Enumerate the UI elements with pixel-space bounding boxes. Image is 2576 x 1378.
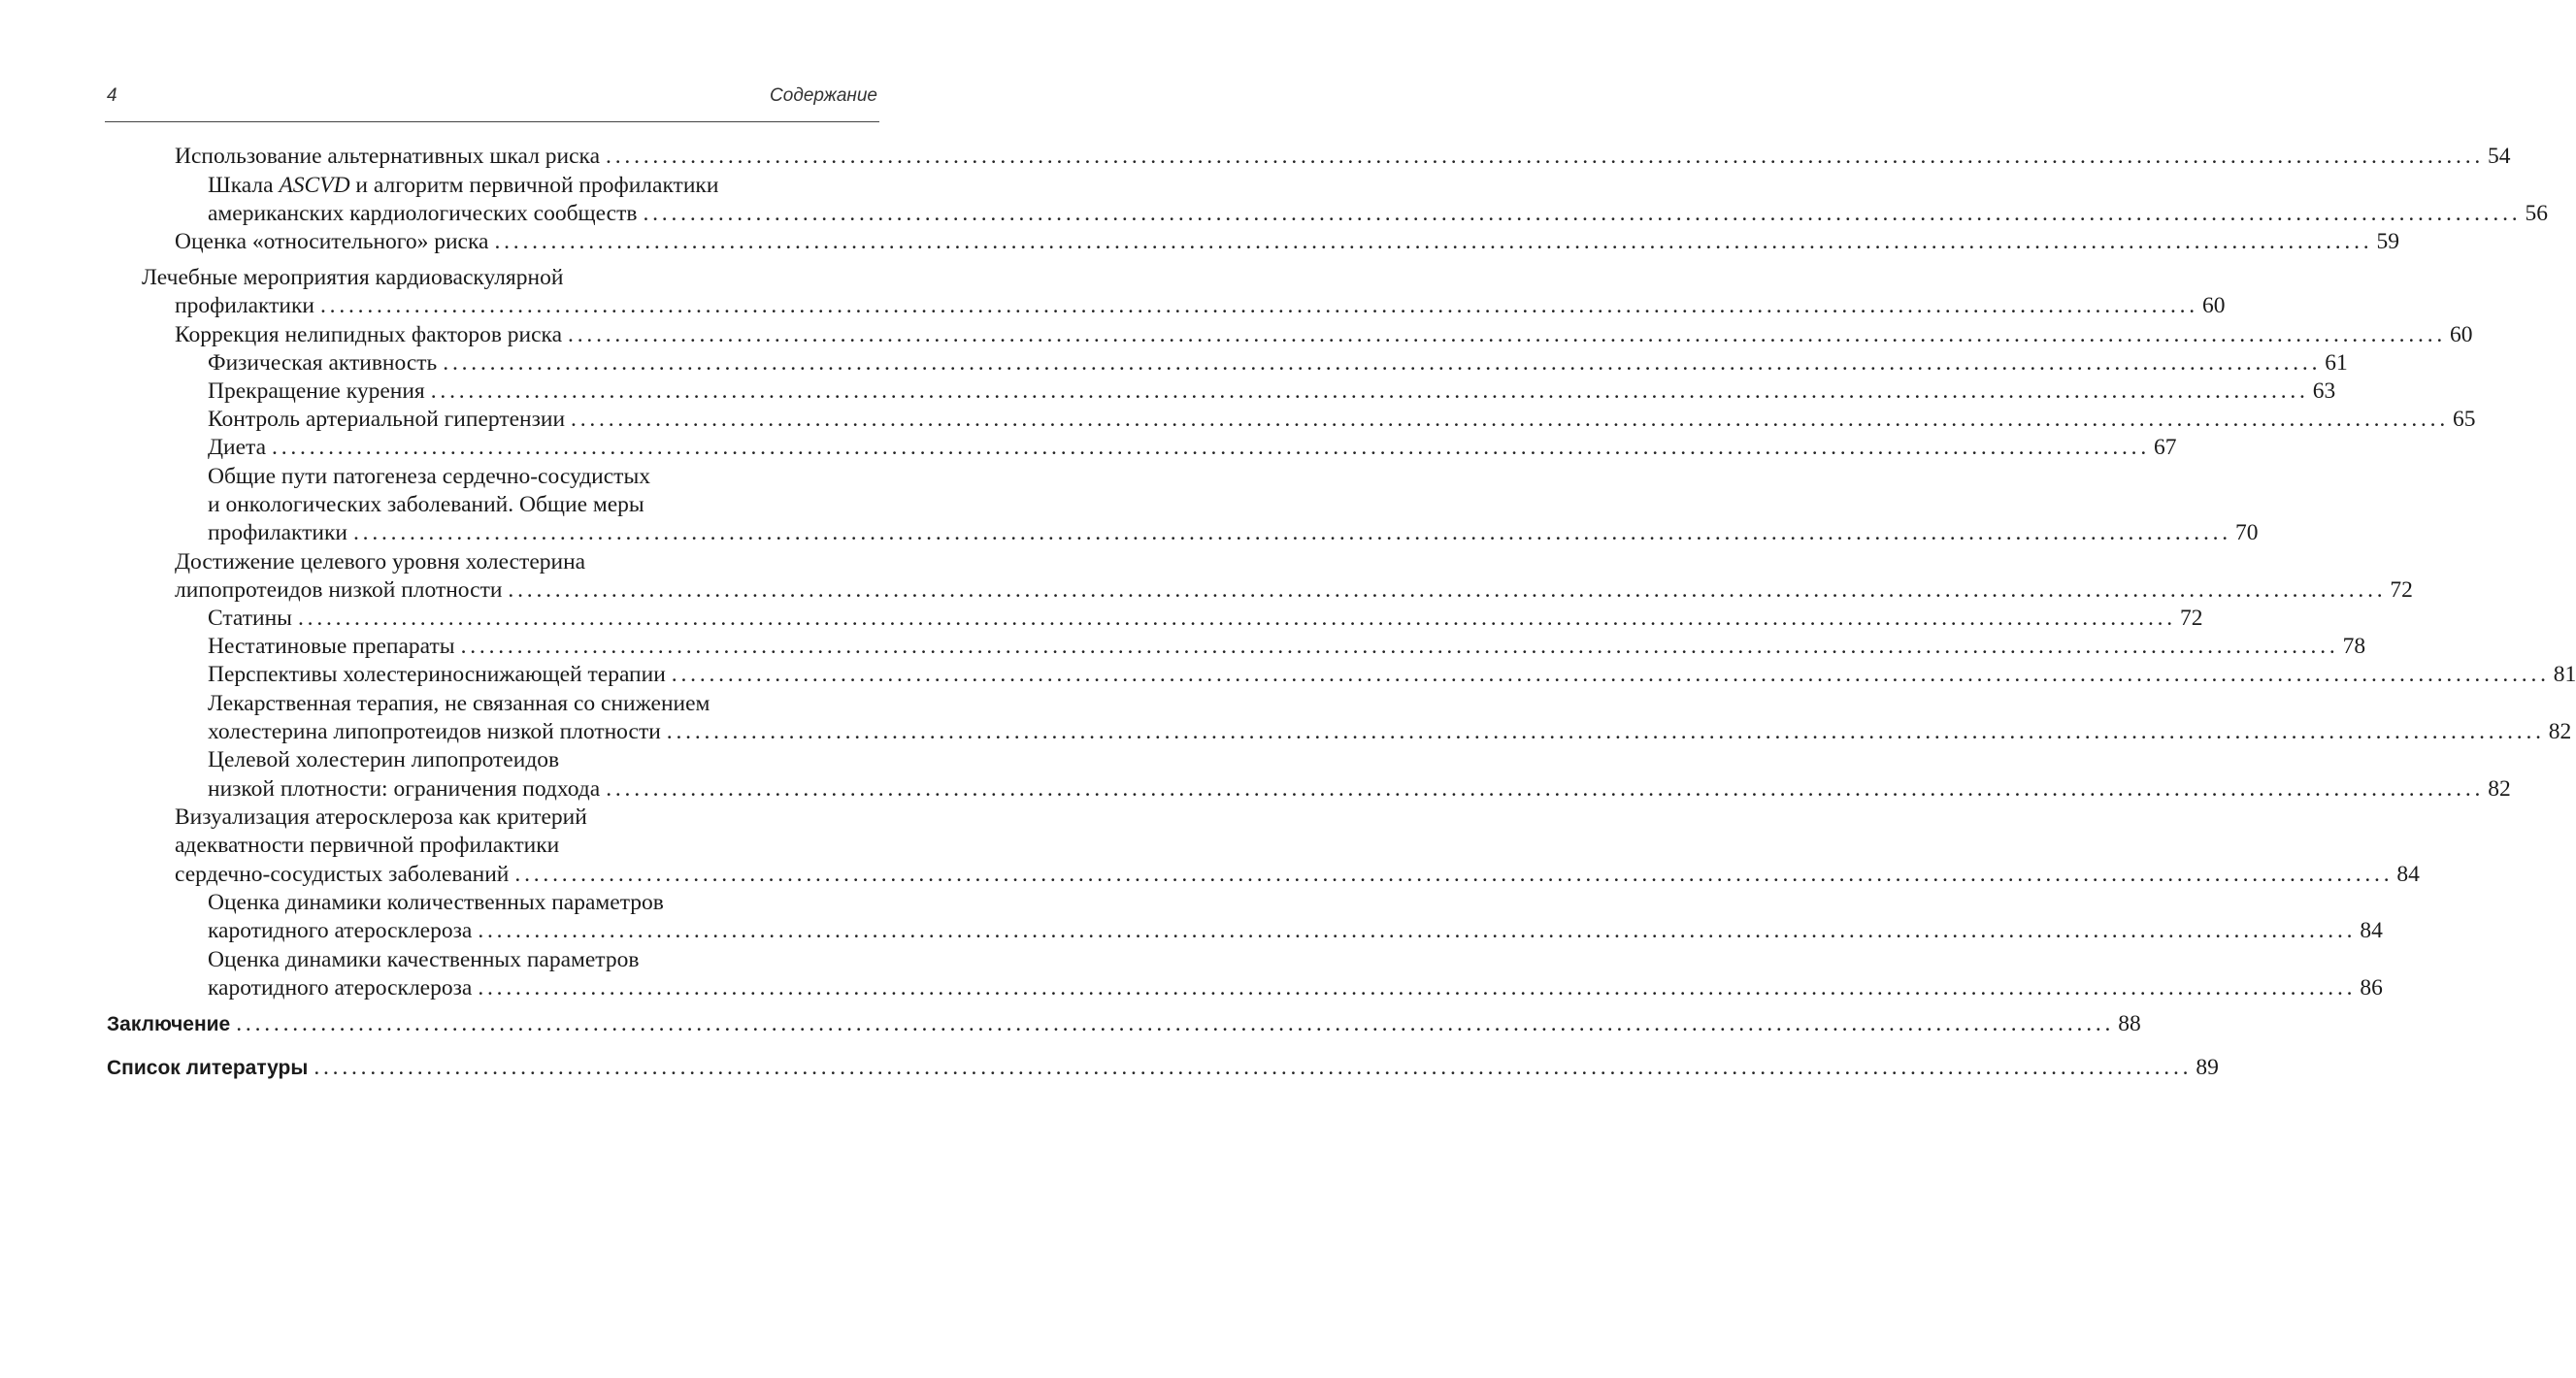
dot-leader: ........................................................................................................................................................................................................ <box>514 862 2394 887</box>
toc-page: 72 <box>2390 577 2413 603</box>
toc-entry-chapter: Список литературы ........................................................................................................................................................................................................ 89 <box>107 1055 2219 1080</box>
toc-page: 67 <box>2154 435 2177 460</box>
dot-leader: ........................................................................................................................................................................................................ <box>568 322 2447 347</box>
toc-entry-chapter: Заключение ........................................................................................................................................................................................................ 88 <box>107 1011 2141 1036</box>
page-number: 4 <box>107 85 117 106</box>
dot-leader: ........................................................................................................................................................................................................ <box>460 634 2339 659</box>
toc-page: 70 <box>2234 520 2259 545</box>
header-rule <box>105 121 879 122</box>
dot-leader: ........................................................................................................................................................................................................ <box>236 1011 2115 1036</box>
toc-page: 84 <box>2396 862 2420 887</box>
toc-page: 63 <box>2312 378 2336 404</box>
toc-entry-line: Оценка динамики качественных параметров <box>208 947 640 972</box>
toc-entry: Прекращение курения ........................................................................................................................................................................................................ 63 <box>208 378 2336 404</box>
toc-entry-line: Оценка динамики количественных параметров <box>208 890 664 915</box>
dot-leader: ........................................................................................................................................................................................................ <box>272 435 2151 460</box>
toc-entry: каротидного атеросклероза ........................................................................................................................................................................................................ 84 <box>208 918 2383 943</box>
dot-leader: ........................................................................................................................................................................................................ <box>478 918 2357 943</box>
toc-page: 72 <box>2179 606 2203 631</box>
toc-page: 89 <box>2196 1055 2219 1080</box>
dot-leader: ........................................................................................................................................................................................................ <box>643 201 2522 226</box>
toc-entry: американских кардиологических сообществ ........................................................................................................................................................................................................ 56 <box>208 201 2548 226</box>
toc-entry: Оценка «относительного» риска ........................................................................................................................................................................................................ 59 <box>175 229 2399 254</box>
dot-leader: ........................................................................................................................................................................................................ <box>571 407 2450 432</box>
dot-leader: ........................................................................................................................................................................................................ <box>494 229 2373 254</box>
toc-entry: холестерина липопротеидов низкой плотности ........................................................................................................................................................................................................ 82 <box>208 719 2572 744</box>
ascvd-abbr: ASCVD <box>279 173 350 198</box>
toc-entry: Диета ........................................................................................................................................................................................................ 67 <box>208 435 2177 460</box>
dot-leader: ........................................................................................................................................................................................................ <box>606 776 2485 802</box>
dot-leader: ........................................................................................................................................................................................................ <box>314 1055 2193 1080</box>
toc-entry: Коррекция нелипидных факторов риска ........................................................................................................................................................................................................ 60 <box>175 322 2473 347</box>
toc-page: 82 <box>2548 719 2572 744</box>
toc-entry-line: Шкала ASCVD и алгоритм первичной профилактики <box>208 173 719 198</box>
running-title: Содержание <box>770 85 877 106</box>
toc-entry: каротидного атеросклероза ........................................................................................................................................................................................................ 86 <box>208 975 2383 1001</box>
toc-entry: Нестатиновые препараты ........................................................................................................................................................................................................ 78 <box>208 634 2366 659</box>
toc-entry: липопротеидов низкой плотности ........................................................................................................................................................................................................ 72 <box>175 577 2413 603</box>
toc-entry-line: и онкологических заболеваний. Общие меры <box>208 492 644 517</box>
dot-leader: ........................................................................................................................................................................................................ <box>443 350 2322 376</box>
dot-leader: ........................................................................................................................................................................................................ <box>666 719 2545 744</box>
toc-page: 59 <box>2376 229 2399 254</box>
toc-page: 86 <box>2360 975 2383 1001</box>
toc-entry: Использование альтернативных шкал риска ........................................................................................................................................................................................................ 54 <box>175 144 2511 169</box>
toc-page: 65 <box>2453 407 2476 432</box>
dot-leader: ........................................................................................................................................................................................................ <box>430 378 2309 404</box>
toc-entry: профилактики ........................................................................................................................................................................................................ 60 <box>175 293 2226 318</box>
toc-entry: Физическая активность ........................................................................................................................................................................................................ 61 <box>208 350 2348 376</box>
dot-leader: ........................................................................................................................................................................................................ <box>508 577 2387 603</box>
toc-page: 84 <box>2360 918 2383 943</box>
dot-leader: ........................................................................................................................................................................................................ <box>297 606 2176 631</box>
dot-leader: ........................................................................................................................................................................................................ <box>478 975 2357 1001</box>
toc-page: 60 <box>2450 322 2473 347</box>
toc-entry: сердечно-сосудистых заболеваний ........................................................................................................................................................................................................ 84 <box>175 862 2420 887</box>
toc-entry: профилактики ........................................................................................................................................................................................................ 70 <box>208 520 2259 545</box>
toc-page: 61 <box>2325 350 2348 376</box>
dot-leader: ........................................................................................................................................................................................................ <box>671 662 2550 687</box>
toc-page: 54 <box>2488 144 2511 169</box>
dot-leader: ........................................................................................................................................................................................................ <box>606 144 2485 169</box>
toc-entry: низкой плотности: ограничения подхода ........................................................................................................................................................................................................ 82 <box>208 776 2511 802</box>
dot-leader: ........................................................................................................................................................................................................ <box>319 293 2198 318</box>
toc-page: 60 <box>2201 293 2226 318</box>
toc-entry-line: Целевой холестерин липопротеидов <box>208 747 560 772</box>
toc-entry-line: Визуализация атеросклероза как критерий <box>175 804 587 830</box>
toc-entry: Контроль артериальной гипертензии ........................................................................................................................................................................................................ 65 <box>208 407 2476 432</box>
toc-page: 88 <box>2118 1011 2141 1036</box>
toc-entry-line: Лекарственная терапия, не связанная со снижением <box>208 691 710 716</box>
toc-page: 81 <box>2553 662 2576 687</box>
toc-page: 82 <box>2488 776 2511 802</box>
toc-entry: Перспективы холестериноснижающей терапии ........................................................................................................................................................................................................ 81 <box>208 662 2576 687</box>
toc-entry-line: Достижение целевого уровня холестерина <box>175 549 586 574</box>
dot-leader: ........................................................................................................................................................................................................ <box>352 520 2231 545</box>
toc-entry-line: Общие пути патогенеза сердечно-сосудистых <box>208 464 650 489</box>
toc-entry-line: Лечебные мероприятия кардиоваскулярной <box>142 265 564 290</box>
toc-page: 78 <box>2342 634 2366 659</box>
toc-entry: Статины ........................................................................................................................................................................................................ 72 <box>208 606 2203 631</box>
toc-page: 56 <box>2525 201 2548 226</box>
toc-entry-line: адекватности первичной профилактики <box>175 833 560 858</box>
